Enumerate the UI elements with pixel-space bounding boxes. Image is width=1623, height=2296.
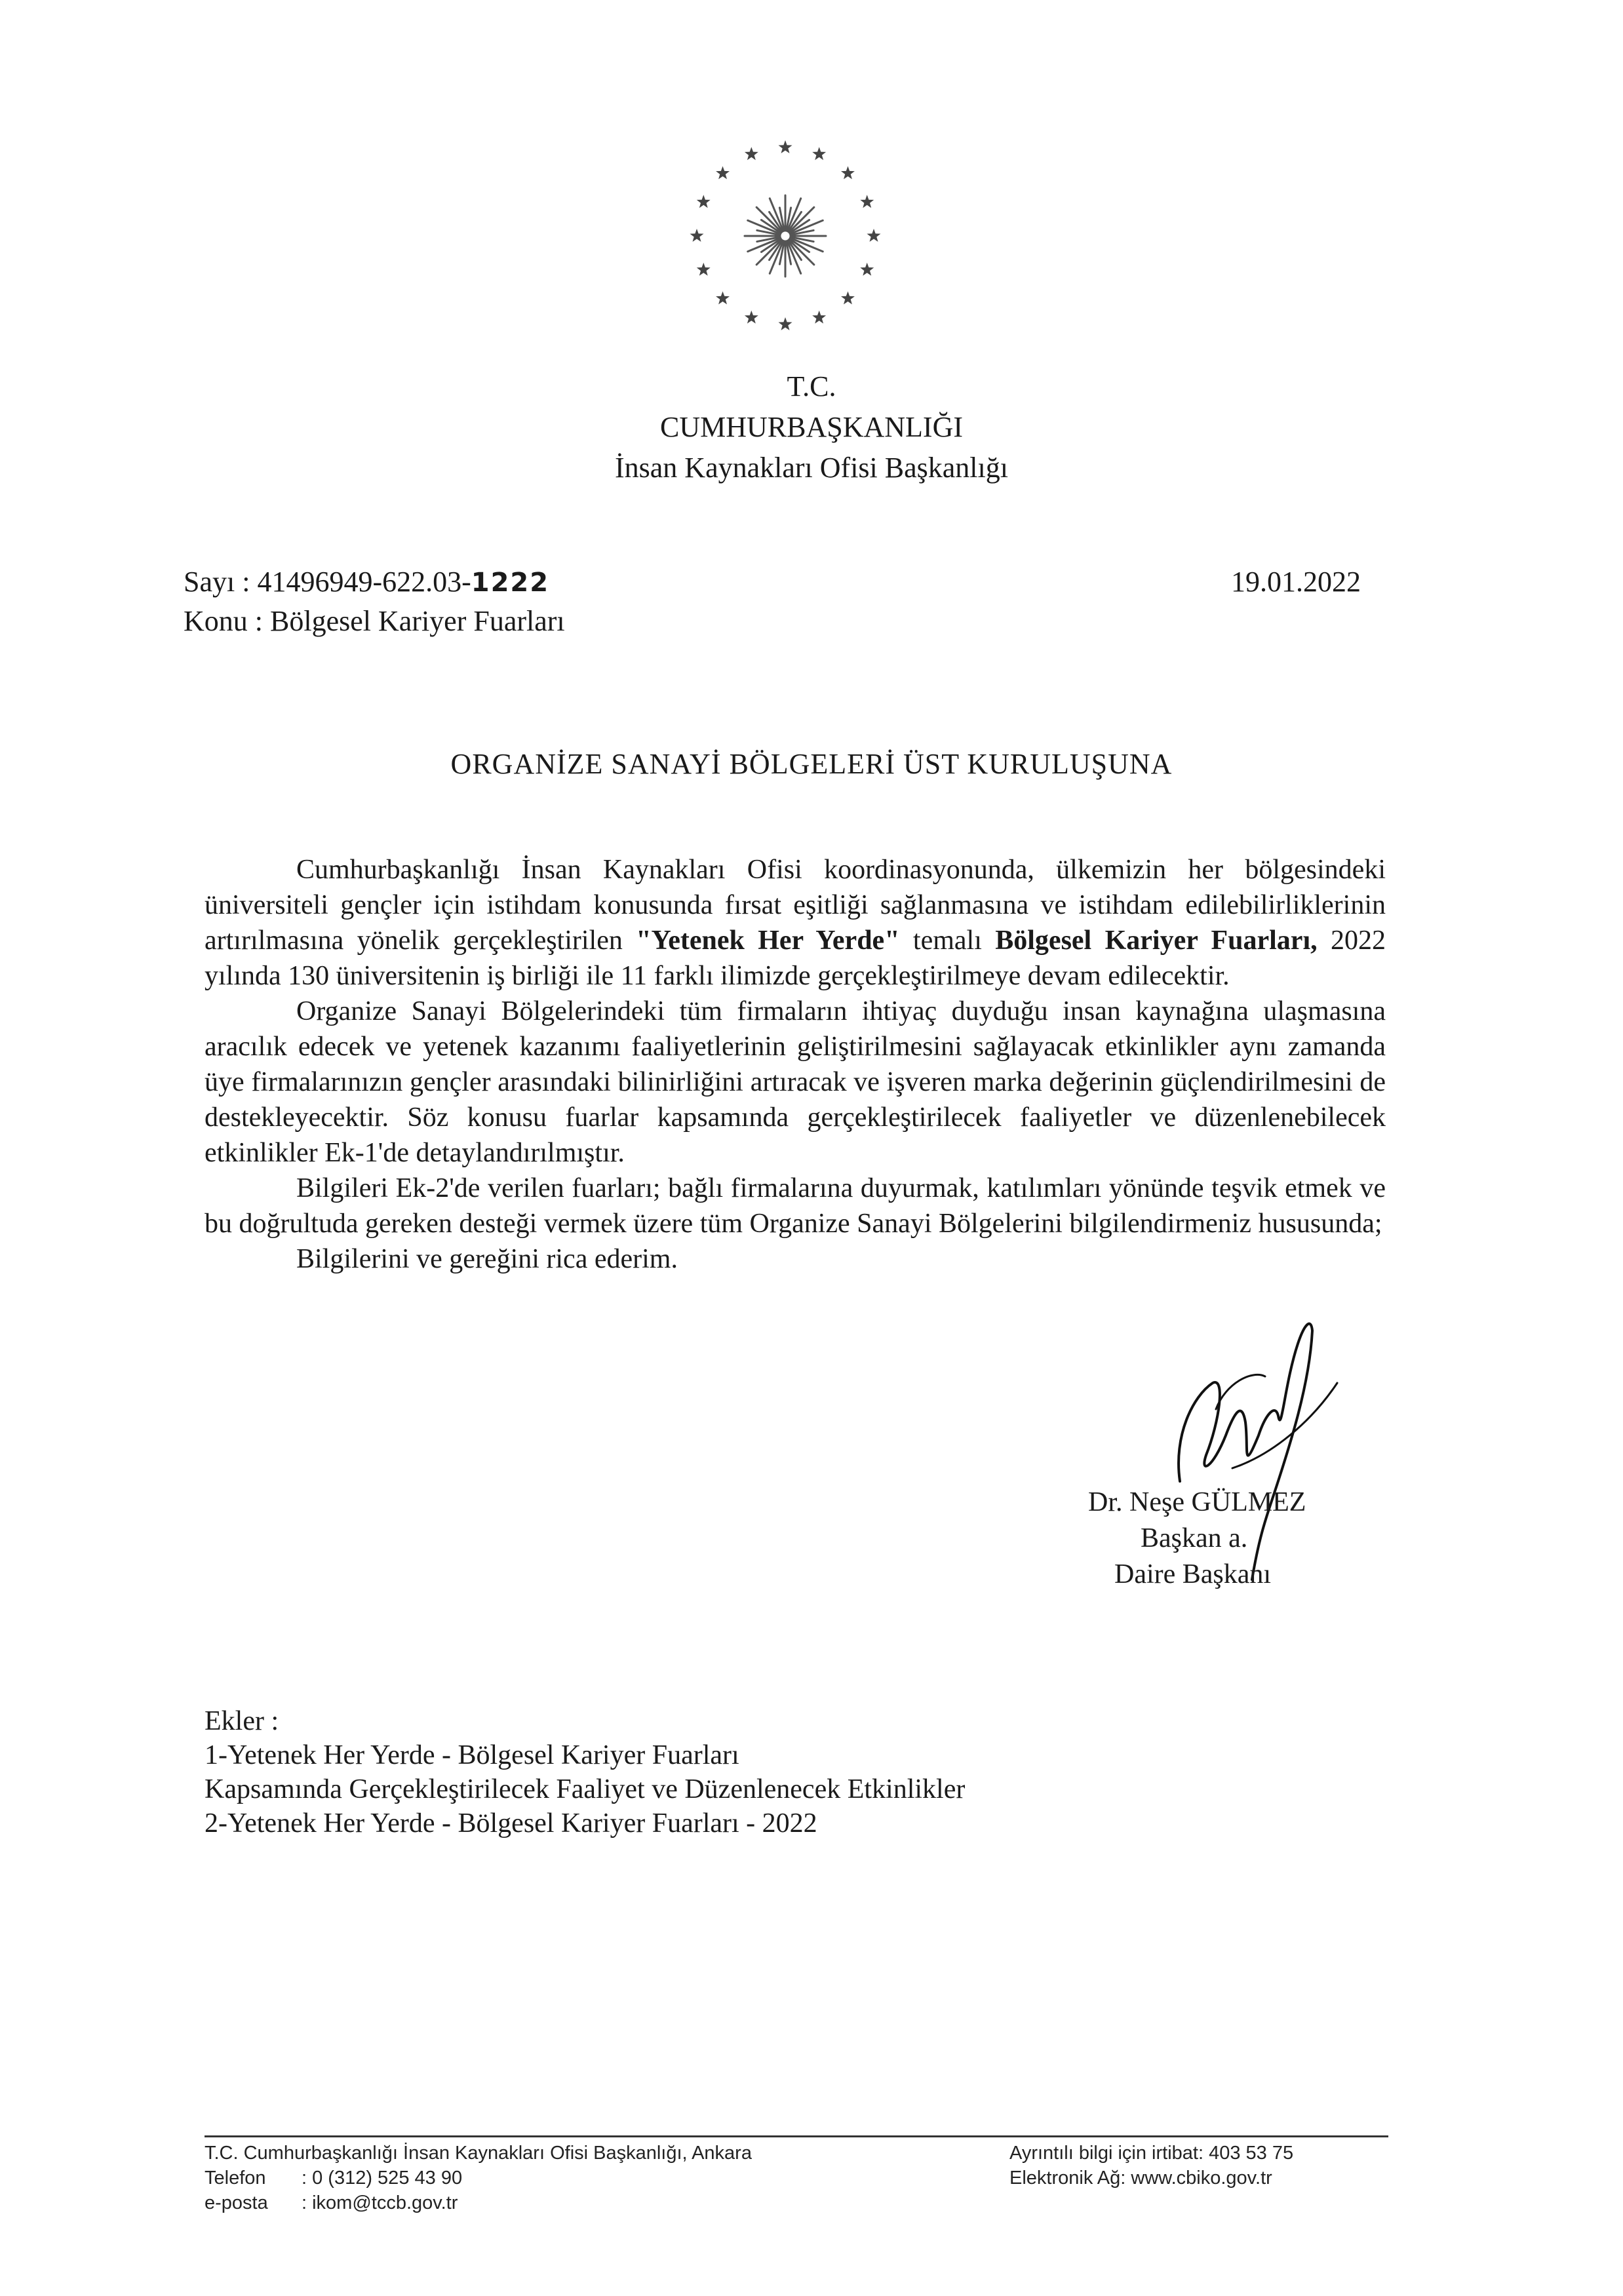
- footer-left: [205, 2141, 752, 2215]
- signatory-name: Dr. Neşe GÜLMEZ: [1088, 1487, 1306, 1517]
- star-icon: [745, 147, 758, 160]
- footer-email-label: e-posta: [205, 2192, 268, 2213]
- attachment-2: 2-Yetenek Her Yerde - Bölgesel Kariyer Fuarları - 2022: [205, 1808, 817, 1839]
- star-icon: [690, 229, 704, 242]
- footer-email-row: [205, 2190, 752, 2215]
- header-tc: T.C.: [787, 370, 836, 402]
- paragraph-1-text-b: temalı: [899, 925, 996, 956]
- footer-phone-row: [205, 2166, 752, 2190]
- star-icon: [860, 195, 874, 208]
- star-icon: [716, 292, 730, 305]
- footer-right: [1009, 2141, 1293, 2190]
- attachments-label: Ekler :: [205, 1706, 279, 1736]
- star-icon: [745, 311, 758, 324]
- signatory-title-1: Başkan a.: [1141, 1523, 1248, 1553]
- header-office: İnsan Kaynakları Ofisi Başkanlığı: [615, 452, 1008, 484]
- paragraph-1-text-c: 2022 yılında 130 üniversitenin iş birliği ile 11 farklı ilimizde gerçekleştirilmeye devam edilecektir.: [205, 925, 1386, 991]
- star-icon: [812, 311, 826, 324]
- paragraph-4: Bilgilerini ve gereğini rica ederim.: [296, 1244, 678, 1274]
- konu-label: Konu: [184, 605, 248, 637]
- star-icon: [716, 166, 730, 180]
- footer-divider: [205, 2135, 1388, 2137]
- sayi-handwritten-number: 1222: [471, 568, 550, 598]
- star-icon: [697, 195, 711, 208]
- footer-address: T.C. Cumhurbaşkanlığı İnsan Kaynakları Ofisi Başkanlığı, Ankara: [205, 2143, 752, 2164]
- event-name-bold: "Yetenek Her Yerde": [636, 925, 900, 956]
- signatory-title-2: Daire Başkanı: [1114, 1559, 1272, 1589]
- paragraph-2: Organize Sanayi Bölgelerindeki tüm firmaların ihtiyaç duyduğu insan kaynağına ulaşmasına aracılık edecek ve yetenek kazanımı faaliyetlerinin geliştirilmesini sağlayacak etkinlikler aynı zamanda üye firmalarınızın gençler arasındaki bilinirliğini artıracak ve işveren marka değerinin güçlendirilmesini de destekleyecektir. Söz konusu fuarlar kapsamında gerçekleştirilecek faaliyetler ve düzenlenebilecek etkinlikler Ek-1'de detaylandırılmıştır.: [205, 996, 1386, 1168]
- footer-email-value: : ikom@tccb.gov.tr: [302, 2192, 458, 2213]
- footer-phone-label: Telefon: [205, 2168, 266, 2189]
- paragraph-1: [205, 852, 1386, 994]
- paragraph-3: Bilgileri Ek-2'de verilen fuarları; bağlı firmalarına duyurmak, katılımları yönünde teşvik etmek ve bu doğrultuda gereken desteği vermek üzere tüm Organize Sanayi Bölgelerini bilgilendirmeniz hususunda;: [205, 1173, 1386, 1239]
- recipient-heading: ORGANİZE SANAYİ BÖLGELERİ ÜST KURULUŞUNA: [450, 748, 1173, 780]
- footer-website: Elektronik Ağ: www.cbiko.gov.tr: [1009, 2168, 1272, 2189]
- sayi-line: [184, 562, 549, 602]
- attachment-1-line-2: Kapsamında Gerçekleştirilecek Faaliyet ve Düzenlenecek Etkinlikler: [205, 1774, 966, 1804]
- attachments-block: [205, 1704, 965, 1840]
- fair-name-bold: Bölgesel Kariyer Fuarları,: [995, 925, 1318, 956]
- star-icon: [841, 292, 855, 305]
- attachment-1-line-1: 1-Yetenek Her Yerde - Bölgesel Kariyer Fuarları: [205, 1740, 739, 1770]
- sayi-label: Sayı: [184, 566, 235, 598]
- document-date: 19.01.2022: [1231, 566, 1361, 598]
- star-icon: [697, 263, 711, 276]
- star-icon: [779, 140, 792, 153]
- star-icon: [867, 229, 881, 242]
- star-icon: [812, 147, 826, 160]
- star-icon: [779, 317, 792, 330]
- footer-contact-info: Ayrıntılı bilgi için irtibat: 403 53 75: [1009, 2143, 1294, 2164]
- konu-value: : Bölgesel Kariyer Fuarları: [254, 605, 565, 637]
- star-icon: [841, 166, 855, 180]
- sayi-value: : 41496949-622.03-: [242, 566, 471, 598]
- letter-body: [205, 852, 1386, 1277]
- star-icon: [860, 263, 874, 276]
- footer-phone-value: : 0 (312) 525 43 90: [302, 2168, 463, 2189]
- konu-line: [184, 602, 565, 641]
- header-institution: CUMHURBAŞKANLIĞI: [659, 411, 964, 443]
- paragraph-1-text-a: Cumhurbaşkanlığı İnsan Kaynakları Ofisi koordinasyonunda, ülkemizin her bölgesindeki üniversiteli gençler için istihdam konusunda fırsat eşitliği sağlanmasına ve istihdam edilebilirliklerinin artırılmasına yönelik gerçekleştirilen: [205, 855, 1386, 956]
- presidential-emblem-icon: [680, 131, 890, 341]
